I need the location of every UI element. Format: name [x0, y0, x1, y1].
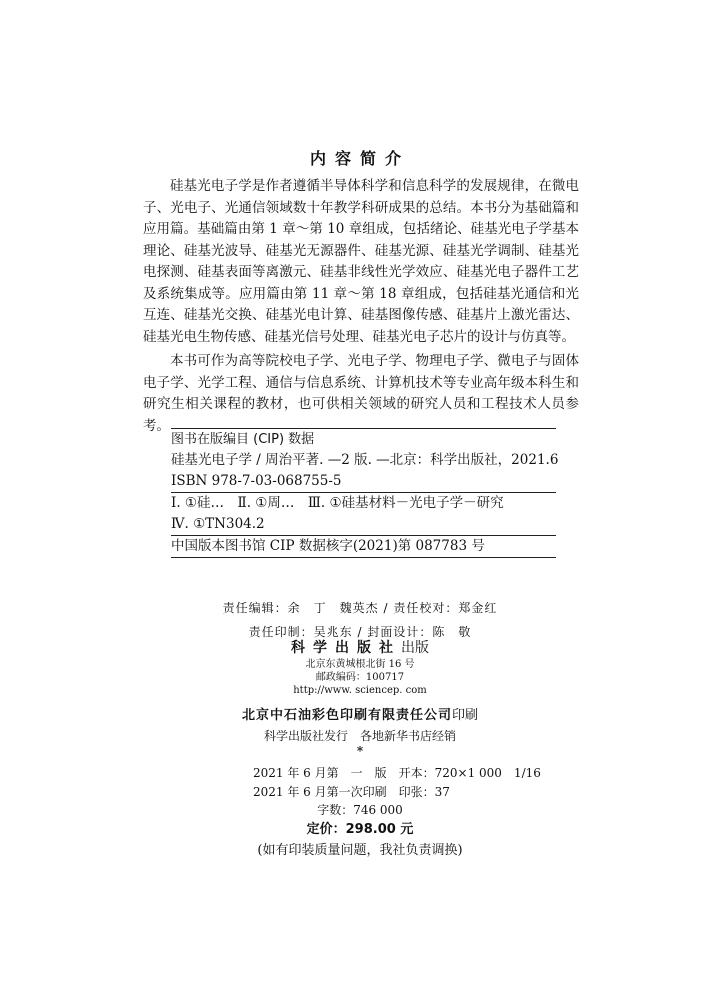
credits-production: 责任印制：吴兆东 / 封面设计：陈 敬 [248, 625, 472, 639]
credits-editors: 责任编辑：余 丁 魏英杰 / 责任校对：郑金红 [222, 601, 498, 615]
publisher-line [0, 638, 720, 658]
printer-name: 北京中石油彩色印刷有限责任公司 [241, 708, 452, 723]
publisher-postcode: 邮政编码：100717 [315, 672, 405, 683]
cip-classification-2: Ⅳ. ①TN304.2 [171, 516, 265, 532]
quality-notice: (如有印装质量问题，我社负责调换) [257, 843, 463, 858]
distribution-line: 科学出版社发行 各地新华书店经销 [263, 729, 456, 743]
credits [0, 596, 720, 644]
printer-suffix: 印刷 [452, 708, 479, 723]
publisher-suffix: 出版 [401, 640, 429, 656]
cip-title: 图书在版编目 (CIP) 数据 [171, 428, 556, 450]
printer-line [0, 704, 720, 723]
edition-info [253, 764, 541, 802]
cip-record-number: 中国版本图书馆 CIP 数据核字(2021)第 087783 号 [171, 535, 556, 557]
word-count: 字数：746 000 [317, 803, 403, 817]
cip-isbn: ISBN 978-7-03-068755-5 [171, 473, 342, 489]
edition-line-2: 2021 年 6 月第一次印刷 印张：37 [253, 785, 450, 799]
cip-classification-1: Ⅰ. ①硅… Ⅱ. ①周… Ⅲ. ①硅基材料－光电子学－研究 [171, 492, 556, 514]
cip-bibliographic-line: 硅基光电子学 / 周治平著. —2 版. —北京：科学出版社，2021.6 [171, 452, 559, 468]
intro-paragraph-1: 硅基光电子学是作者遵循半导体科学和信息科学的发展规律，在微电子、光电子、光通信领域数十年教学科研成果的总结。本书分为基础篇和应用篇。基础篇由第 1 章～第 10 章组成，包括绪论、硅基光电子学基本理论、硅基光波导、硅基光无源器件、硅基光源、硅基光学调制、硅基光电探测、硅基表面等离激元、硅基非线性光学效应、硅基光电子器件工艺及系统集成等。应用篇由第 11 章～第 18 章组成，包括硅基光通信和光互连、硅基光交换、硅基光电计算、硅基图像传感、硅基片上激光雷达、硅基光电生物传感、硅基光信号处理、硅基光电子芯片的设计与仿真等。 [143, 178, 579, 345]
publisher-url: http://www. sciencep. com [293, 685, 427, 696]
publisher-block [0, 638, 720, 697]
publisher-name: 科学出版社 [291, 640, 401, 656]
price: 定价：298.00 元 [306, 822, 414, 837]
intro-paragraph-2: 本书可作为高等院校电子学、光电子学、物理电子学、微电子与固体电子学、光学工程、通信与信息系统、计算机技术等专业高年级本科生和研究生相关课程的教材，也可供相关领域的研究人员和工程技术人员参考。 [143, 353, 579, 434]
intro-text [143, 176, 579, 440]
cip-block [171, 428, 559, 558]
separator-star: * [356, 744, 364, 758]
edition-line-1: 2021 年 6 月第 一 版 开本：720×1 000 1/16 [253, 766, 541, 780]
intro-title: 内容简介 [309, 149, 410, 168]
publisher-address: 北京东黄城根北街 16 号 [305, 659, 415, 670]
cip-bottom-rule [171, 557, 556, 558]
